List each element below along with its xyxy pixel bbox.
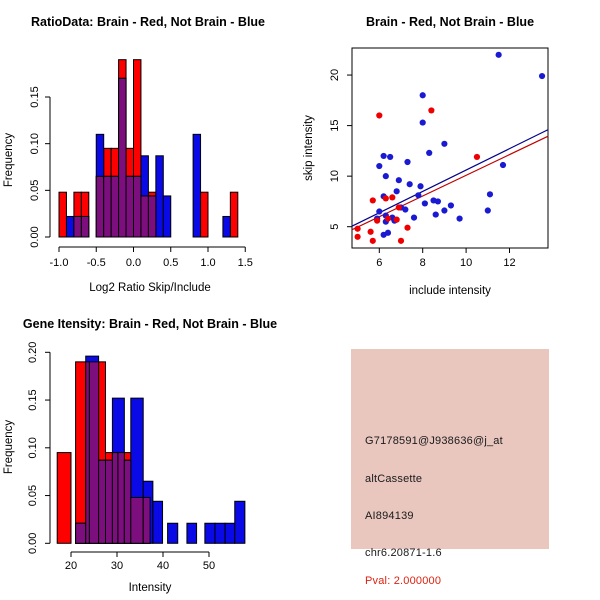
data-point-blue [441, 207, 447, 213]
data-point-blue [426, 150, 432, 156]
data-point-blue [417, 183, 423, 189]
panel-scatter [300, 0, 600, 300]
probe-id-text: G7178591@J938636@j_at [365, 435, 503, 447]
y-axis-label: skip intensity [303, 115, 315, 181]
data-point-blue [407, 181, 413, 187]
data-point-blue [411, 215, 417, 221]
y-tick-label: 0.00 [29, 226, 41, 248]
y-tick-label: 0.20 [27, 341, 39, 364]
histogram-bar-overlap [96, 176, 103, 237]
data-point-blue [496, 52, 502, 58]
data-point-blue [500, 162, 506, 168]
y-tick-label: 5 [329, 223, 341, 230]
data-point-blue [448, 202, 454, 208]
data-point-red [370, 238, 376, 244]
histogram-bar-blue [163, 196, 170, 237]
data-point-blue [381, 232, 387, 238]
histogram-bar-overlap [143, 497, 150, 543]
data-point-blue [381, 153, 387, 159]
data-point-blue [422, 200, 428, 206]
data-point-red [474, 154, 480, 160]
data-point-red [385, 216, 391, 222]
histogram-bar-overlap [99, 460, 106, 543]
splice-type-text: altCassette [365, 473, 423, 485]
x-tick-label: 20 [64, 560, 78, 572]
accession-text: AI894139 [365, 510, 414, 522]
data-point-blue [387, 154, 393, 160]
panel-info [300, 300, 600, 600]
x-tick-label: 6 [376, 257, 383, 269]
y-tick-label: 0.15 [27, 389, 39, 411]
y-tick-label: 0.15 [29, 86, 41, 108]
data-point-blue [402, 206, 408, 212]
histogram-bar-blue [153, 501, 163, 543]
data-point-blue [396, 177, 402, 183]
chart-title: RatioData: Brain - Red, Not Brain - Blue [30, 15, 266, 29]
data-point-blue [487, 191, 493, 197]
x-tick-label: 0.5 [163, 257, 179, 269]
data-point-blue [485, 207, 491, 213]
data-point-red [355, 226, 361, 232]
y-tick-label: 10 [329, 170, 341, 183]
y-axis-label: Frequency [3, 419, 15, 475]
x-tick-label: 10 [459, 257, 473, 269]
x-tick-label: 0.0 [125, 257, 142, 269]
panel-gene-histogram [0, 300, 300, 600]
data-point-red [355, 234, 361, 240]
data-point-blue [404, 159, 410, 165]
fit-line-red [352, 136, 548, 230]
data-point-blue [441, 141, 447, 147]
data-point-blue [394, 188, 400, 194]
histogram-bar-overlap [104, 176, 111, 237]
y-tick-label: 0.10 [29, 132, 41, 155]
histogram-bar-overlap [126, 176, 133, 237]
histogram-bar-overlap [134, 176, 141, 237]
data-point-red [389, 194, 395, 200]
histogram-bar-overlap [148, 196, 155, 237]
histogram-bar-overlap [89, 362, 98, 543]
histogram-bar-blue [225, 523, 235, 543]
y-tick-label: 0.10 [27, 437, 39, 459]
y-tick-label: 0.05 [29, 179, 41, 202]
histogram-bar-blue [168, 523, 178, 543]
data-point-blue [456, 216, 462, 222]
data-point-red [374, 218, 380, 224]
histogram-bar-blue [66, 216, 73, 237]
data-point-red [398, 238, 404, 244]
histogram-bar-red [59, 192, 66, 237]
data-point-blue [376, 163, 382, 169]
histogram-bar-overlap [119, 78, 126, 237]
y-axis-label: Frequency [3, 132, 15, 188]
histogram-bar-overlap [74, 216, 81, 237]
x-tick-label: -0.5 [86, 257, 106, 269]
x-tick-label: 50 [202, 560, 216, 572]
x-tick-label: 1.5 [237, 257, 253, 269]
histogram-bar-overlap [106, 460, 113, 543]
histogram-bar-overlap [86, 362, 90, 543]
chart-title: Brain - Red, Not Brain - Blue [365, 15, 535, 29]
data-point-red [368, 229, 374, 235]
plot-frame [352, 48, 548, 248]
histogram-bar-overlap [81, 216, 88, 237]
data-point-blue [383, 173, 389, 179]
histogram-bar-blue [193, 134, 200, 237]
data-point-blue [420, 92, 426, 98]
x-tick-label: 30 [110, 560, 124, 572]
data-point-blue [435, 198, 441, 204]
histogram-bar-overlap [76, 523, 86, 543]
data-point-blue [433, 211, 439, 217]
data-point-red [370, 197, 376, 203]
histogram-bar-overlap [111, 176, 118, 237]
panel-ratio-histogram [0, 0, 300, 300]
x-axis-label: Intensity [128, 582, 172, 594]
x-tick-label: 8 [419, 257, 426, 269]
data-point-blue [420, 119, 426, 125]
x-axis-label: include intensity [409, 285, 491, 297]
data-point-red [396, 204, 402, 210]
data-point-red [394, 217, 400, 223]
y-tick-label: 0.05 [27, 484, 39, 507]
data-point-red [383, 195, 389, 201]
y-tick-label: 15 [329, 119, 341, 132]
y-tick-label: 20 [329, 68, 341, 82]
chart-title: Gene Itensity: Brain - Red, Not Brain - Blue [22, 317, 278, 331]
data-point-red [428, 107, 434, 113]
histogram-bar-blue [187, 523, 197, 543]
data-point-blue [415, 192, 421, 198]
histogram-bar-overlap [112, 453, 118, 544]
x-tick-label: 12 [503, 257, 516, 269]
histogram-bar-overlap [131, 497, 143, 543]
histogram-bar-overlap [124, 460, 130, 543]
histogram-bar-blue [215, 523, 225, 543]
histogram-bar-overlap [141, 196, 148, 237]
histogram-bar-blue [235, 501, 245, 543]
x-tick-label: 40 [156, 560, 170, 572]
histogram-bar-blue [156, 156, 163, 237]
histogram-bar-blue [205, 523, 215, 543]
histogram-bar-overlap [118, 453, 124, 544]
data-point-blue [376, 208, 382, 214]
x-tick-label: 1.0 [200, 257, 216, 269]
y-tick-label: 0.00 [27, 532, 39, 555]
pval-text: Pval: 2.000000 [365, 575, 442, 587]
data-point-red [404, 225, 410, 231]
x-axis-label: Log2 Ratio Skip/Include [89, 282, 211, 294]
histogram-bar-blue [223, 216, 230, 237]
info-panel-background [351, 349, 549, 587]
histogram-bar-red [201, 192, 208, 237]
x-tick-label: -1.0 [49, 257, 69, 269]
data-point-red [376, 112, 382, 118]
histogram-bar-red [230, 192, 237, 237]
location-text: chr6.20871-1.6 [365, 547, 442, 559]
histogram-bar-red [57, 453, 71, 544]
data-point-blue [539, 73, 545, 79]
